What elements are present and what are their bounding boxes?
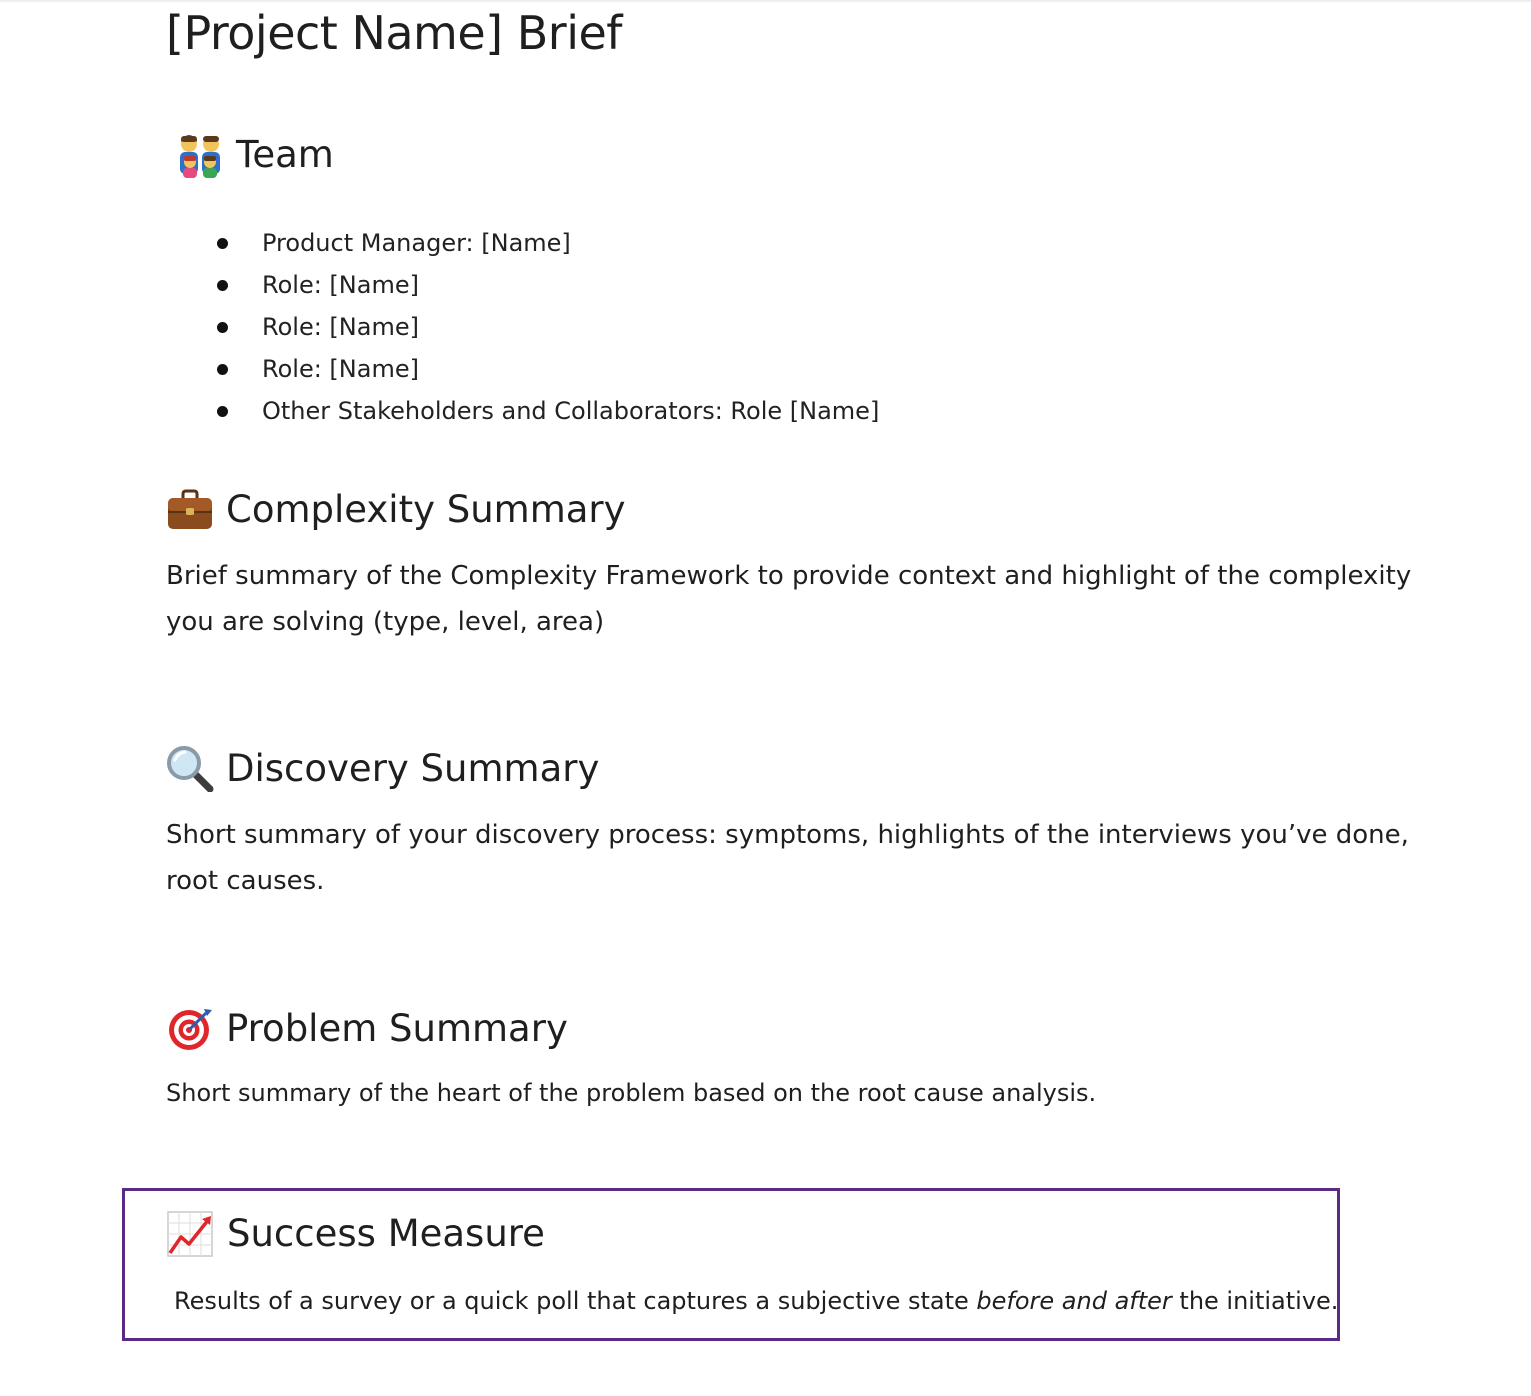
success-heading	[167, 1211, 545, 1257]
success-body-text: the initiative.	[1171, 1287, 1339, 1315]
list-item	[166, 348, 879, 390]
list-item	[166, 222, 879, 264]
complexity-heading-text: Complexity Summary	[226, 488, 626, 531]
bullet-icon	[217, 322, 228, 333]
discovery-body: Short summary of your discovery process: symptoms, highlights of the interviews you’ve done, root causes.	[166, 820, 1409, 896]
success-body-emphasis: before	[976, 1287, 1055, 1315]
problem-heading-text: Problem Summary	[226, 1007, 568, 1050]
magnifier-icon	[166, 746, 214, 792]
list-item	[166, 264, 879, 306]
success-body-emphasis: and	[1054, 1287, 1115, 1315]
bullet-icon	[217, 406, 228, 417]
problem-body: Short summary of the heart of the problem based on the root cause analysis.	[166, 1079, 1097, 1107]
success-body-text: Results of a survey or a quick poll that captures a subjective state	[174, 1287, 977, 1315]
discovery-heading-text: Discovery Summary	[226, 747, 600, 790]
team-heading	[176, 132, 334, 178]
team-member-list	[166, 222, 879, 432]
success-measure-section	[122, 1188, 1340, 1341]
target-icon	[166, 1006, 214, 1052]
list-item	[166, 390, 879, 432]
list-item-text: Product Manager: [Name]	[262, 229, 571, 257]
chart-increasing-icon	[167, 1211, 215, 1257]
bullet-icon	[217, 364, 228, 375]
success-body-emphasis: after	[1114, 1287, 1172, 1315]
list-item	[166, 306, 879, 348]
team-heading-text: Team	[236, 133, 334, 176]
briefcase-icon	[166, 487, 214, 533]
success-body	[174, 1278, 1339, 1324]
bullet-icon	[217, 238, 228, 249]
problem-heading	[166, 1006, 568, 1052]
list-item-text: Other Stakeholders and Collaborators: Role [Name]	[262, 397, 880, 425]
document-title: [Project Name] Brief	[166, 6, 622, 60]
list-item-text: Role: [Name]	[262, 271, 419, 299]
success-heading-text: Success Measure	[227, 1212, 545, 1255]
family-icon	[176, 132, 224, 178]
list-item-text: Role: [Name]	[262, 355, 419, 383]
top-edge-shadow	[0, 0, 1531, 3]
complexity-body: Brief summary of the Complexity Framework to provide context and highlight of the complexity you are solving (type, level, area)	[166, 561, 1412, 637]
complexity-heading	[166, 487, 626, 533]
bullet-icon	[217, 280, 228, 291]
discovery-heading	[166, 746, 599, 792]
list-item-text: Role: [Name]	[262, 313, 419, 341]
